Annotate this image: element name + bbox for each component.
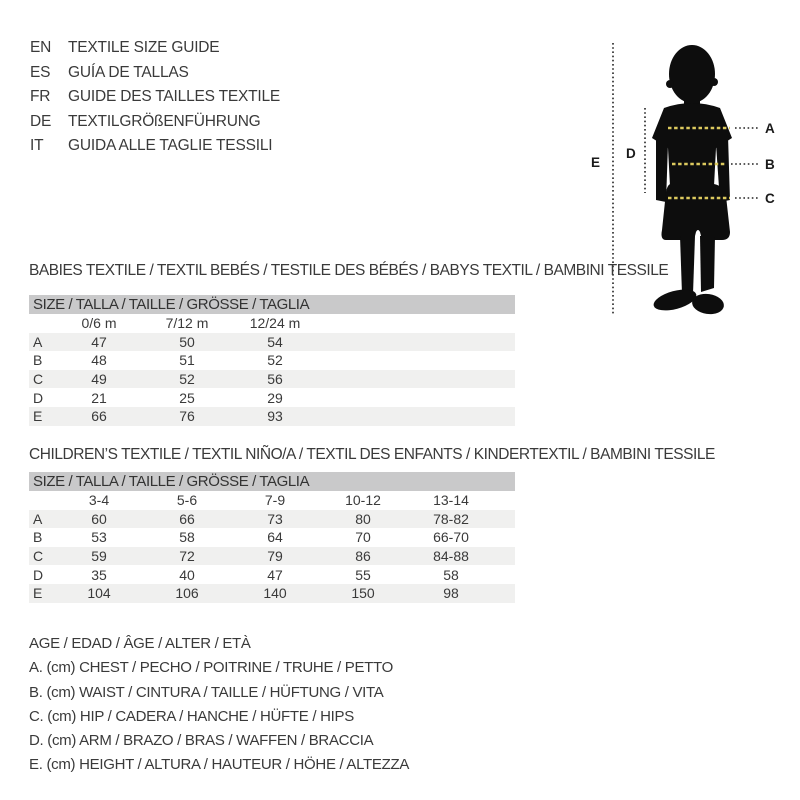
cell-value: 66 <box>91 408 107 425</box>
legend-item: E. (cm) HEIGHT / ALTURA / HAUTEUR / HÖHE / ALTEZZA <box>29 756 410 774</box>
row-label: C <box>33 548 44 565</box>
row-label: A <box>33 333 43 350</box>
cell-value: 66-70 <box>433 529 469 546</box>
row-label: D <box>33 566 44 583</box>
cell-value: 35 <box>91 566 107 583</box>
language-code: EN <box>30 39 52 56</box>
cell-value: 79 <box>267 548 283 565</box>
row-label: B <box>33 529 43 546</box>
babies-column-header-row <box>29 314 515 333</box>
cell-value: 55 <box>355 566 371 583</box>
cell-value: 73 <box>267 510 283 527</box>
language-list <box>30 36 280 159</box>
cell-value: 70 <box>355 529 371 546</box>
column-header: 12/24 m <box>249 315 301 332</box>
children-column-header-row <box>29 491 515 510</box>
table-row <box>29 333 515 352</box>
cell-value: 104 <box>87 585 111 602</box>
cell-value: 84-88 <box>433 548 469 565</box>
cell-value: 58 <box>443 566 459 583</box>
cell-value: 54 <box>267 333 283 350</box>
column-header: 7/12 m <box>165 315 209 332</box>
cell-value: 49 <box>91 371 107 388</box>
table-row <box>29 407 515 426</box>
cell-value: 64 <box>267 529 283 546</box>
language-code: ES <box>30 63 51 81</box>
table-row <box>29 547 515 566</box>
children-table <box>29 491 515 603</box>
column-header: 0/6 m <box>81 315 117 332</box>
language-row-en <box>30 36 280 61</box>
language-code: FR <box>30 88 51 105</box>
table-row <box>29 510 515 529</box>
marker-label-c: C <box>765 191 775 206</box>
table-row <box>29 351 515 370</box>
measurement-legend <box>29 632 409 778</box>
cell-value: 93 <box>267 408 283 425</box>
language-title: GUIDA ALLE TAGLIE TESSILI <box>68 137 273 154</box>
cell-value: 52 <box>179 371 195 388</box>
cell-value: 58 <box>179 529 195 546</box>
cell-value: 78-82 <box>433 510 469 527</box>
legend-age-line: AGE / EDAD / ÂGE / ALTER / ETÀ <box>29 635 251 652</box>
cell-value: 25 <box>179 389 195 406</box>
cell-value: 52 <box>267 352 283 369</box>
language-title: GUIDE DES TAILLES TEXTILE <box>68 88 281 105</box>
legend-item: C. (cm) HIP / CADERA / HANCHE / HÜFTE / HIPS <box>29 707 354 725</box>
cell-value: 86 <box>355 548 371 565</box>
row-label: C <box>33 371 44 388</box>
cell-value: 106 <box>175 585 199 602</box>
cell-value: 29 <box>267 389 283 406</box>
marker-label-b: B <box>765 157 775 172</box>
babies-size-header: SIZE / TALLA / TAILLE / GRÖSSE / TAGLIA <box>29 295 515 314</box>
language-row-fr <box>30 85 280 110</box>
children-section-title: CHILDREN’S TEXTILE / TEXTIL NIÑO/A / TEXTIL DES ENFANTS / KINDERTEXTIL / BAMBINI TESSILE <box>29 446 715 463</box>
row-label: A <box>33 510 43 527</box>
language-row-it <box>30 134 280 159</box>
language-row-de <box>30 110 280 135</box>
cell-value: 98 <box>443 585 459 602</box>
column-header: 3-4 <box>88 492 110 509</box>
cell-value: 72 <box>179 548 195 565</box>
cell-value: 56 <box>267 371 283 388</box>
table-row <box>29 528 515 547</box>
language-title: TEXTILGRÖßENFÜHRUNG <box>68 112 261 130</box>
legend-item: A. (cm) CHEST / PECHO / POITRINE / TRUHE / PETTO <box>29 659 393 677</box>
language-title: GUÍA DE TALLAS <box>68 63 189 81</box>
babies-section-title: BABIES TEXTILE / TEXTIL BEBÉS / TESTILE DES BÉBÉS / BABYS TEXTIL / BAMBINI TESSILE <box>29 262 669 279</box>
column-header: 5-6 <box>176 492 198 509</box>
table-row <box>29 565 515 584</box>
table-row <box>29 388 515 407</box>
table-row <box>29 370 515 389</box>
cell-value: 150 <box>351 585 375 602</box>
language-code: DE <box>30 112 52 130</box>
babies-table <box>29 314 515 426</box>
language-code: IT <box>30 137 44 154</box>
cell-value: 40 <box>179 566 195 583</box>
column-header: 10-12 <box>345 492 381 509</box>
marker-label-e: E <box>591 155 601 170</box>
legend-item: D. (cm) ARM / BRAZO / BRAS / WAFFEN / BRACCIA <box>29 732 374 750</box>
cell-value: 60 <box>91 510 107 527</box>
cell-value: 80 <box>355 510 371 527</box>
column-header: 13-14 <box>433 492 469 509</box>
cell-value: 50 <box>179 333 195 350</box>
legend-item: B. (cm) WAIST / CINTURA / TAILLE / HÜFTUNG / VITA <box>29 683 384 701</box>
cell-value: 21 <box>91 389 107 406</box>
language-row-es <box>30 61 280 86</box>
marker-label-a: A <box>765 121 775 136</box>
cell-value: 140 <box>263 585 287 602</box>
cell-value: 48 <box>91 352 107 369</box>
cell-value: 51 <box>179 352 195 369</box>
table-row <box>29 584 515 603</box>
cell-value: 66 <box>179 510 195 527</box>
marker-label-d: D <box>626 146 636 161</box>
cell-value: 59 <box>91 548 107 565</box>
children-size-header: SIZE / TALLA / TAILLE / GRÖSSE / TAGLIA <box>29 472 515 491</box>
row-label: D <box>33 389 44 406</box>
row-label: E <box>33 408 43 425</box>
cell-value: 76 <box>179 408 195 425</box>
language-title: TEXTILE SIZE GUIDE <box>68 39 220 56</box>
column-header: 7-9 <box>264 492 286 509</box>
row-label: B <box>33 352 43 369</box>
row-label: E <box>33 585 43 602</box>
cell-value: 47 <box>267 566 283 583</box>
label-connector-lines <box>731 128 758 198</box>
cell-value: 47 <box>91 333 107 350</box>
cell-value: 53 <box>91 529 107 546</box>
